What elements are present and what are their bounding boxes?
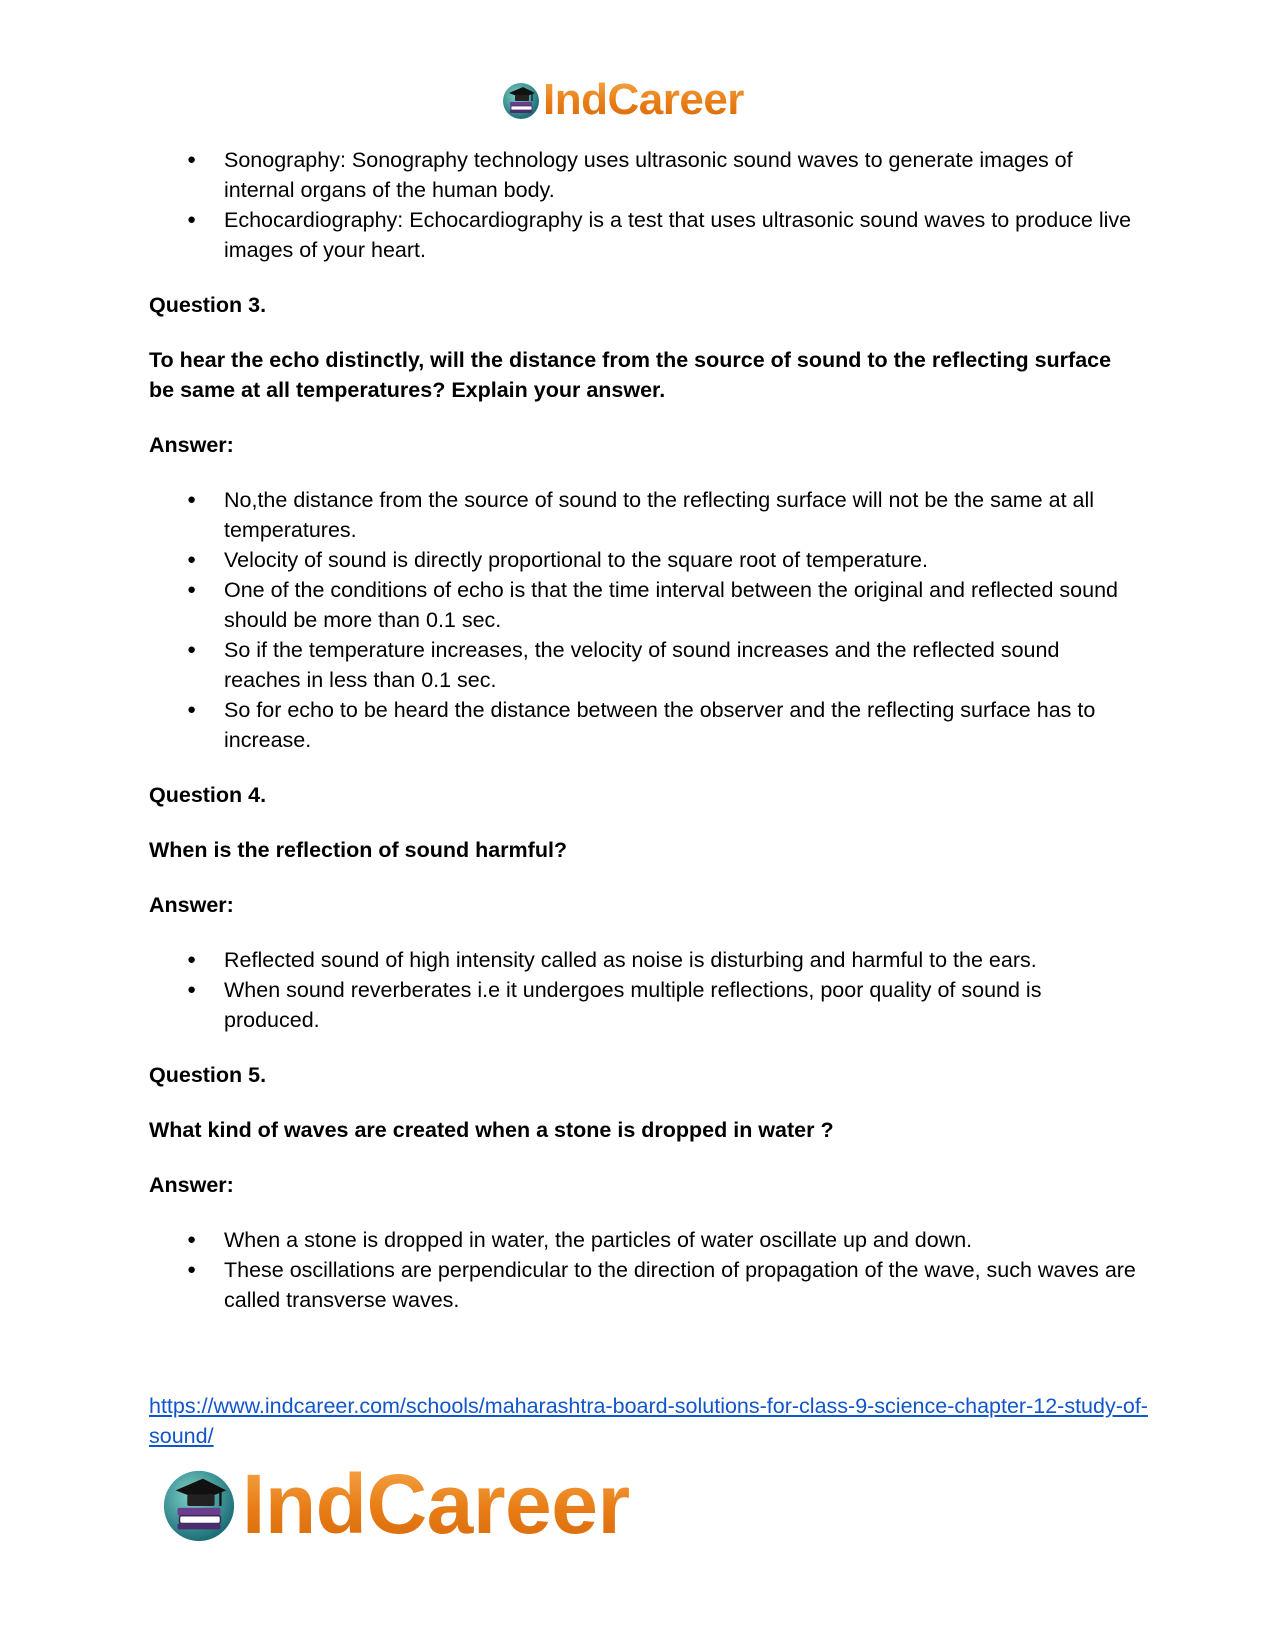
source-link[interactable]: https://www.indcareer.com/schools/maharashtra-board-solutions-for-class-9-science-chapter-12-study-of-sound/ (149, 1394, 1148, 1448)
question-3-label: Question 3. (149, 293, 267, 317)
list-item: ● Sonography: Sonography technology uses ultrasonic sound waves to generate images of internal organs of the human body. (149, 145, 1139, 205)
question-4-answer-label: Answer: (149, 893, 234, 917)
question-5-answer-list (149, 1225, 1139, 1315)
question-5-answer-label: Answer: (149, 1173, 234, 1197)
question-3-text: To hear the echo distinctly, will the distance from the source of sound to the reflecting surface be same at all temperatures? Explain your answer. (149, 348, 1112, 402)
question-3-answer-label: Answer: (149, 433, 234, 457)
question-5-label: Question 5. (149, 1063, 267, 1087)
question-4-label: Question 4. (149, 783, 267, 807)
list-item: ● These oscillations are perpendicular to the direction of propagation of the wave, such waves are called transverse waves. (149, 1255, 1139, 1315)
question-5-text: What kind of waves are created when a stone is dropped in water ? (149, 1118, 834, 1142)
logo-wordmark: IndCareer (242, 1457, 630, 1551)
logo-wordmark: IndCareer (543, 75, 744, 124)
list-item: ● No,the distance from the source of sound to the reflecting surface will not be the same at all temperatures. (149, 485, 1139, 545)
footer-logo (160, 1457, 630, 1551)
document-body (149, 145, 1139, 1315)
list-item: ● When a stone is dropped in water, the particles of water oscillate up and down. (149, 1225, 1139, 1255)
question-4-text: When is the reflection of sound harmful? (149, 838, 568, 862)
header-logo (501, 75, 744, 124)
list-item: ● So if the temperature increases, the velocity of sound increases and the reflected sound reaches in less than 0.1 sec. (149, 635, 1139, 695)
list-item: ● Reflected sound of high intensity called as noise is disturbing and harmful to the ears. (149, 945, 1139, 975)
top-bullet-list (149, 145, 1139, 265)
list-item: ● So for echo to be heard the distance between the observer and the reflecting surface has to increase. (149, 695, 1139, 755)
list-item: ● Echocardiography: Echocardiography is a test that uses ultrasonic sound waves to produce live images of your heart. (149, 205, 1139, 265)
list-item: ● When sound reverberates i.e it undergoes multiple reflections, poor quality of sound is produced. (149, 975, 1139, 1035)
indcareer-logo-icon (501, 80, 541, 120)
list-item: ● Velocity of sound is directly proportional to the square root of temperature. (149, 545, 1139, 575)
question-3-answer-list (149, 485, 1139, 755)
question-4-answer-list (149, 945, 1139, 1035)
indcareer-logo-icon (160, 1465, 238, 1543)
list-item: ● One of the conditions of echo is that the time interval between the original and reflected sound should be more than 0.1 sec. (149, 575, 1139, 635)
